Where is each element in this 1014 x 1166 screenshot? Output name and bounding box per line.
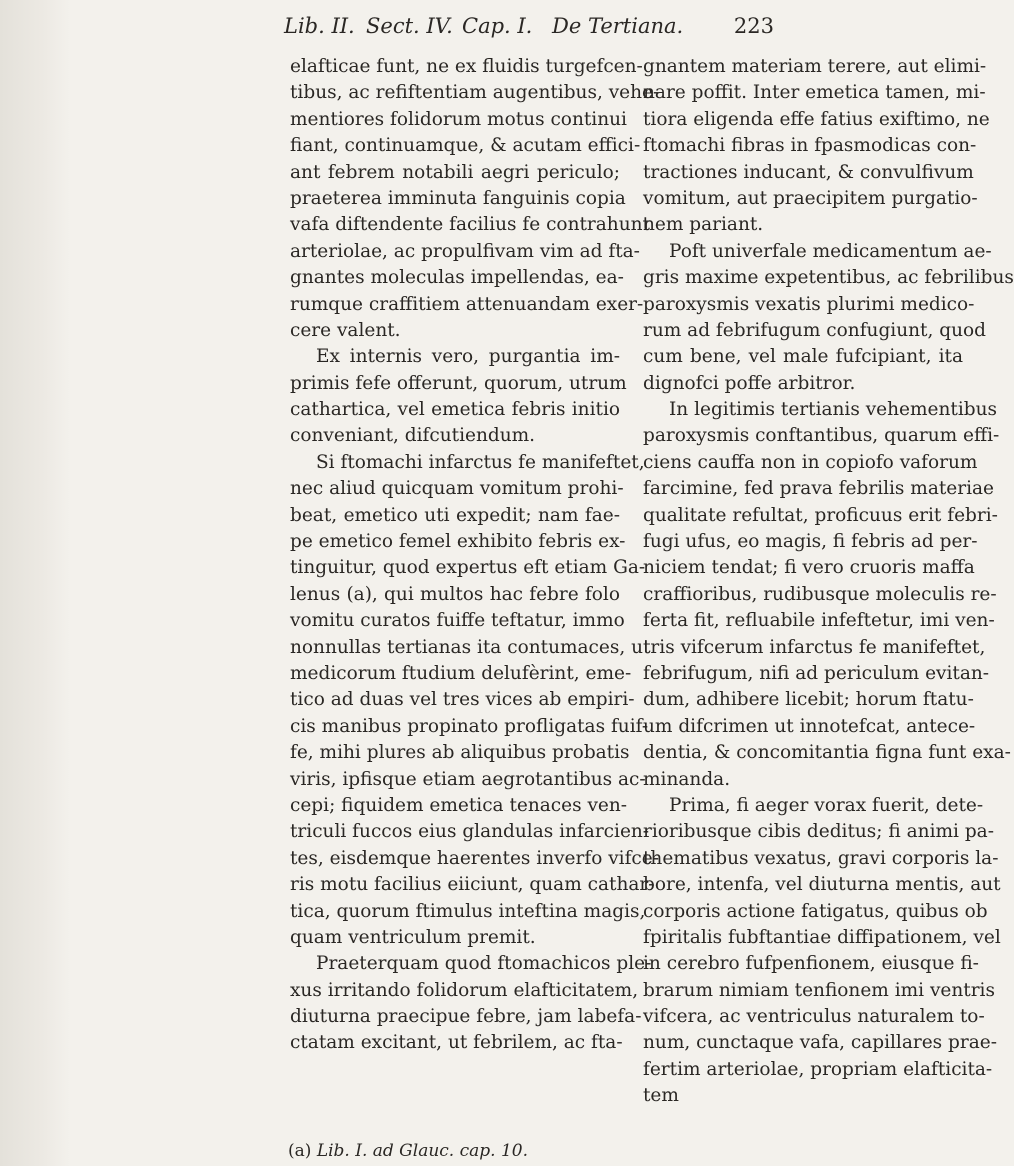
text-line: niciem tendat; fi vero cruoris maffa — [643, 557, 975, 579]
text-line: lenus (a), qui multos hac febre folo — [290, 583, 620, 605]
running-header — [284, 6, 774, 46]
header-section: Sect. IV. — [366, 14, 453, 38]
text-line: ferta fit, refluabile infeftetur, imi ven- — [643, 610, 995, 632]
text-line: cis manibus propinato profligatas fuif- — [290, 715, 649, 737]
text-line: Ex internis vero, purgantia im- — [316, 346, 620, 368]
text-line: farcimine, fed prava febrilis materiae — [643, 478, 994, 500]
text-line: mentiores folidorum motus continui — [290, 108, 627, 130]
text-line: ciens cauffa non in copiofo vaforum — [643, 451, 978, 473]
text-line: vafa diftendente facilius fe contrahunt — [290, 214, 650, 236]
text-line: gnantem materiam terere, aut elimi- — [643, 56, 987, 77]
text-line: nem pariant. — [643, 214, 764, 236]
header-book: Lib. II. — [284, 14, 355, 38]
text-line: nonnullas tertianas ita contumaces, ut — [290, 636, 651, 658]
text-line: ant febrem notabili aegri periculo; — [290, 161, 620, 183]
text-line: vomitu curatos fuiffe teftatur, immo — [290, 610, 625, 632]
text-line: nec aliud quicquam vomitum prohi- — [290, 478, 624, 500]
text-line: gris maxime expetentibus, ac febrilibus — [643, 267, 1014, 289]
right-text-column — [643, 54, 1014, 1110]
text-line: Poft univerfale medicamentum ae- — [669, 240, 992, 262]
text-line: conveniant, difcutiendum. — [290, 425, 536, 447]
text-line: tica, quorum ftimulus inteftina magis, — [290, 900, 646, 922]
text-line: tiora eligenda effe fatius exiftimo, ne — [643, 108, 990, 130]
page-number: 223 — [733, 14, 774, 38]
left-text-column — [290, 54, 660, 1057]
text-line: medicorum ftudium delufèrint, eme- — [290, 662, 632, 684]
text-line: gnantes moleculas impellendas, ea- — [290, 267, 624, 289]
text-line: primis fefe offerunt, quorum, utrum — [290, 372, 627, 394]
text-line: cum bene, vel male fufcipiant, ita — [643, 346, 963, 368]
text-line: fe, mihi plures ab aliquibus probatis — [290, 742, 630, 764]
text-line: In legitimis tertianis vehementibus — [669, 399, 997, 421]
text-line: vifcera, ac ventriculus naturalem to- — [643, 1006, 985, 1028]
text-line: fiant, continuamque, & acutam effici- — [290, 135, 641, 157]
header-title: De Tertiana. — [552, 14, 684, 38]
text-line: rioribusque cibis deditus; fi animi pa- — [643, 821, 994, 843]
header-chapter: Cap. I. — [462, 14, 533, 38]
text-line: dignofci poffe arbitror. — [643, 372, 856, 394]
text-line: minanda. — [643, 768, 731, 790]
text-line: bore, intenfa, vel diuturna mentis, aut — [643, 874, 1001, 896]
text-line: arteriolae, ac propulfivam vim ad fta- — [290, 240, 640, 262]
text-line: craffioribus, rudibusque moleculis re- — [643, 583, 997, 605]
footnote — [288, 1140, 618, 1162]
text-line: tris vifcerum infarctus fe manifeftet, — [643, 636, 986, 658]
text-line: tinguitur, quod expertus eft etiam Ga- — [290, 557, 646, 579]
text-line: ctatam excitant, ut febrilem, ac fta- — [290, 1032, 623, 1054]
text-line: fpiritalis fubftantiae diffipationem, vel — [643, 926, 1001, 948]
text-line: Praeterquam quod ftomachicos ple- — [316, 953, 652, 975]
text-line: thematibus vexatus, gravi corporis la- — [643, 847, 999, 869]
text-line: cepi; fiquidem emetica tenaces ven- — [290, 794, 628, 816]
text-line: xus irritando folidorum elafticitatem, — [290, 979, 639, 1001]
text-line: tes, eisdemque haerentes inverfo vifce- — [290, 847, 659, 869]
text-line: paroxysmis vexatis plurimi medico- — [643, 293, 975, 315]
text-line: dentia, & concomitantia figna funt exa- — [643, 742, 1011, 764]
text-line: tem — [643, 1085, 679, 1107]
text-line: in cerebro fufpenfionem, eiusque fi- — [643, 953, 979, 975]
text-line: nare poffit. Inter emetica tamen, mi- — [643, 82, 986, 104]
text-line: rumque craffitiem attenuandam exer- — [290, 293, 644, 315]
text-line: fertim arteriolae, propriam elafticita- — [643, 1058, 993, 1080]
text-line: tibus, ac refiftentiam augentibus, vehe- — [290, 82, 660, 104]
text-line: rum ad febrifugum confugiunt, quod — [643, 319, 986, 341]
text-line: corporis actione fatigatus, quibus ob — [643, 900, 988, 922]
text-line: paroxysmis conftantibus, quarum effi- — [643, 425, 1000, 447]
text-line: tico ad duas vel tres vices ab empiri- — [290, 689, 635, 711]
text-line: pe emetico femel exhibito febris ex- — [290, 531, 626, 553]
text-line: quam ventriculum premit. — [290, 926, 536, 948]
text-line: cere valent. — [290, 319, 401, 341]
text-line: dum, adhibere licebit; horum ftatu- — [643, 689, 974, 711]
text-line: fugi ufus, eo magis, fi febris ad per- — [643, 531, 978, 553]
footnote-text: Lib. I. ad Glauc. cap. 10. — [316, 1141, 528, 1161]
text-line: Prima, fi aeger vorax fuerit, dete- — [669, 794, 984, 816]
text-line: brarum nimiam tenfionem imi ventris — [643, 979, 995, 1001]
text-line: elafticae funt, ne ex fluidis turgefcen- — [290, 56, 643, 77]
text-line: cathartica, vel emetica febris initio — [290, 399, 620, 421]
text-line: um difcrimen ut innotefcat, antece- — [643, 715, 976, 737]
text-line: viris, ipfisque etiam aegrotantibus ac- — [290, 768, 646, 790]
text-line: beat, emetico uti expedit; nam fae- — [290, 504, 620, 526]
text-line: diuturna praecipue febre, jam labefa- — [290, 1006, 642, 1028]
text-line: qualitate refultat, proficuus erit febri- — [643, 504, 998, 526]
text-line: vomitum, aut praecipitem purgatio- — [643, 187, 978, 209]
text-line: ris motu facilius eiiciunt, quam cathar- — [290, 874, 655, 896]
page-gutter-shadow — [0, 0, 70, 1166]
text-line: ftomachi fibras in fpasmodicas con- — [643, 135, 977, 157]
footnote-marker: (a) — [288, 1141, 312, 1161]
text-line: Si ftomachi infarctus fe manifeftet, — [316, 451, 645, 473]
text-line: febrifugum, nifi ad periculum evitan- — [643, 662, 990, 684]
text-line: num, cunctaque vafa, capillares prae- — [643, 1032, 997, 1054]
text-line: praeterea imminuta fanguinis copia — [290, 187, 626, 209]
text-line: tractiones inducant, & convulfivum — [643, 161, 974, 183]
text-line: triculi fuccos eius glandulas infarcien- — [290, 821, 650, 843]
